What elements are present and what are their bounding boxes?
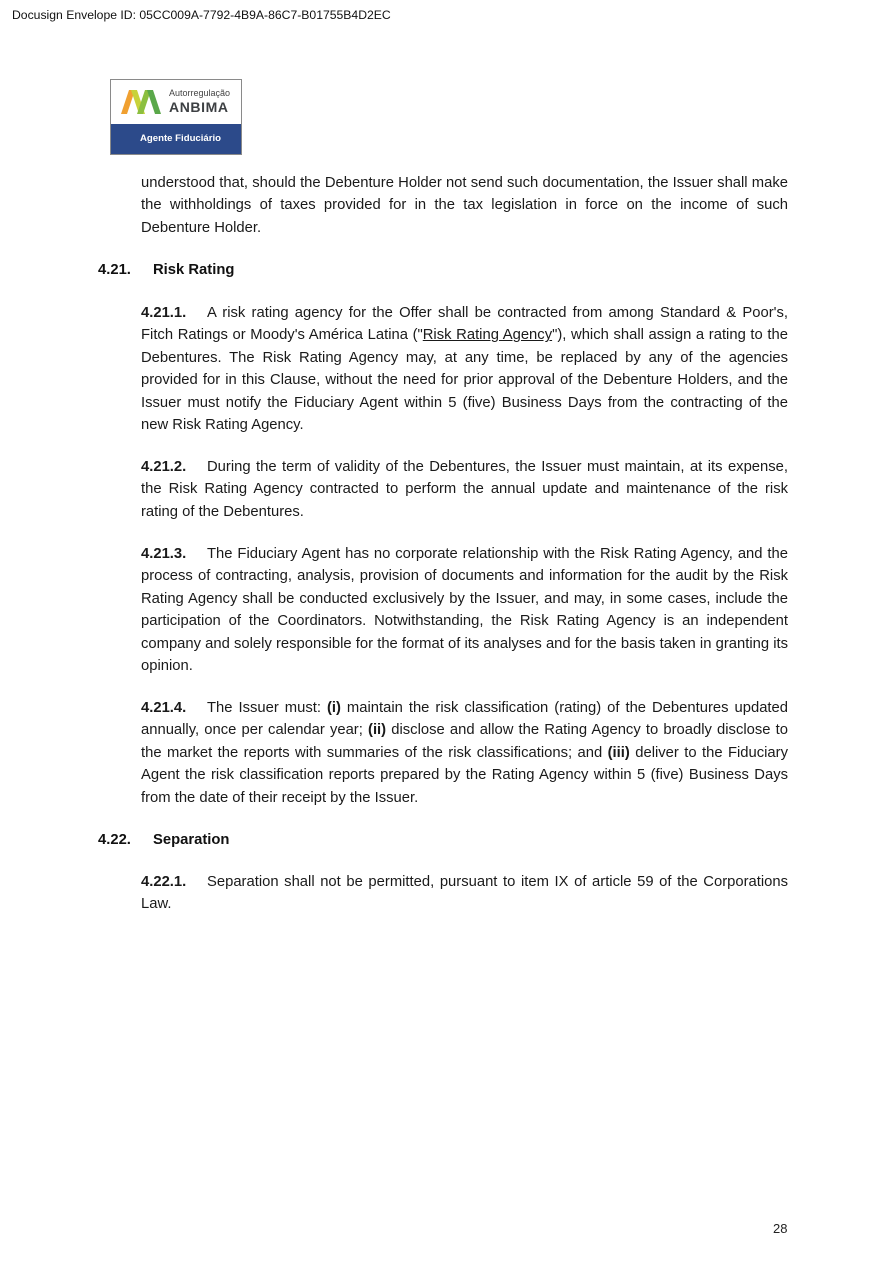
clause-text: During the term of validity of the Debentures, the Issuer must maintain, at its expense, the Risk Rating Agency contracted to perform the annual update and maintenance of the risk rating of the Debentures.	[141, 459, 788, 520]
item-marker: (i)	[326, 700, 341, 716]
clause-text: The Issuer must:	[207, 700, 321, 716]
clause-number: 4.22.1.	[141, 874, 187, 890]
anbima-logo	[110, 79, 242, 155]
clause-4-22-1	[141, 871, 788, 916]
clause-number: 4.21.3.	[141, 546, 187, 562]
logo-name: ANBIMA	[169, 99, 229, 115]
intro-paragraph: understood that, should the Debenture Holder not send such documentation, the Issuer shall make the withholdings of taxes provided for in the tax legislation in force on the income of such Debenture Holder.	[141, 175, 788, 236]
clause-text: maintain the risk classification (rating) of the Debentures updated annually, once per calendar year;	[141, 700, 788, 739]
clause-text: The Fiduciary Agent has no corporate relationship with the Risk Rating Agency, and the process of contracting, analysis, provision of documents and information for the audit by the Risk Rating Agency shall be conducted exclusively by the Issuer, and may, in some cases, include the participation of the Coordinators. Notwithstanding, the Risk Rating Agency is an independent company and solely responsible for the format of its analyses and for the basis taken in granting its opinion.	[141, 546, 788, 675]
page-number: 28	[773, 1221, 788, 1236]
clause-4-21-1	[141, 302, 788, 436]
clause-4-21-2	[141, 456, 788, 523]
clause-text: deliver to the Fiduciary Agent the risk classification reports prepared by the Rating Agency within 5 (five) Business Days from the date of their receipt by the Issuer.	[141, 744, 788, 806]
section-heading-4-22	[98, 829, 229, 851]
clause-number: 4.21.4.	[141, 700, 187, 716]
logo-band: Agente Fiduciário	[111, 124, 241, 154]
envelope-id: Docusign Envelope ID: 05CC009A-7792-4B9A-86C7-B01755B4D2EC	[12, 8, 391, 22]
item-marker: (iii)	[607, 744, 630, 761]
clause-4-21-4	[141, 697, 788, 809]
item-marker: (ii)	[368, 722, 387, 739]
section-title: Risk Rating	[153, 262, 235, 278]
anbima-mark-icon	[121, 88, 161, 116]
clause-text: "), which shall assign a rating to the Debentures. The Risk Rating Agency may, at any time, be replaced by any of the agencies provided for in this Clause, without the need for prior approval of the Debenture Holders, and the Issuer must notify the Fiduciary Agent within 5 (five) Business Days from the contracting of the new Risk Rating Agency.	[141, 327, 788, 434]
defined-term: Risk Rating Agency	[422, 327, 553, 344]
section-heading-4-21	[98, 259, 234, 281]
clause-text: Separation shall not be permitted, pursuant to item IX of article 59 of the Corporations Law.	[141, 874, 788, 913]
logo-top	[111, 80, 241, 124]
clause-4-21-3	[141, 543, 788, 677]
clause-text: disclose and allow the Rating Agency to broadly disclose to the market the reports with summaries of the risk classifications; and	[141, 722, 788, 761]
section-number: 4.21.	[98, 262, 131, 278]
logo-subtitle: Autorregulação	[169, 88, 231, 98]
section-title: Separation	[153, 832, 230, 848]
clause-number: 4.21.1.	[141, 305, 187, 321]
clause-text: A risk rating agency for the Offer shall be contracted from among Standard & Poor's, Fitch Ratings or Moody's América Latina ("	[141, 305, 788, 344]
section-number: 4.22.	[98, 832, 131, 848]
clause-number: 4.21.2.	[141, 459, 187, 475]
